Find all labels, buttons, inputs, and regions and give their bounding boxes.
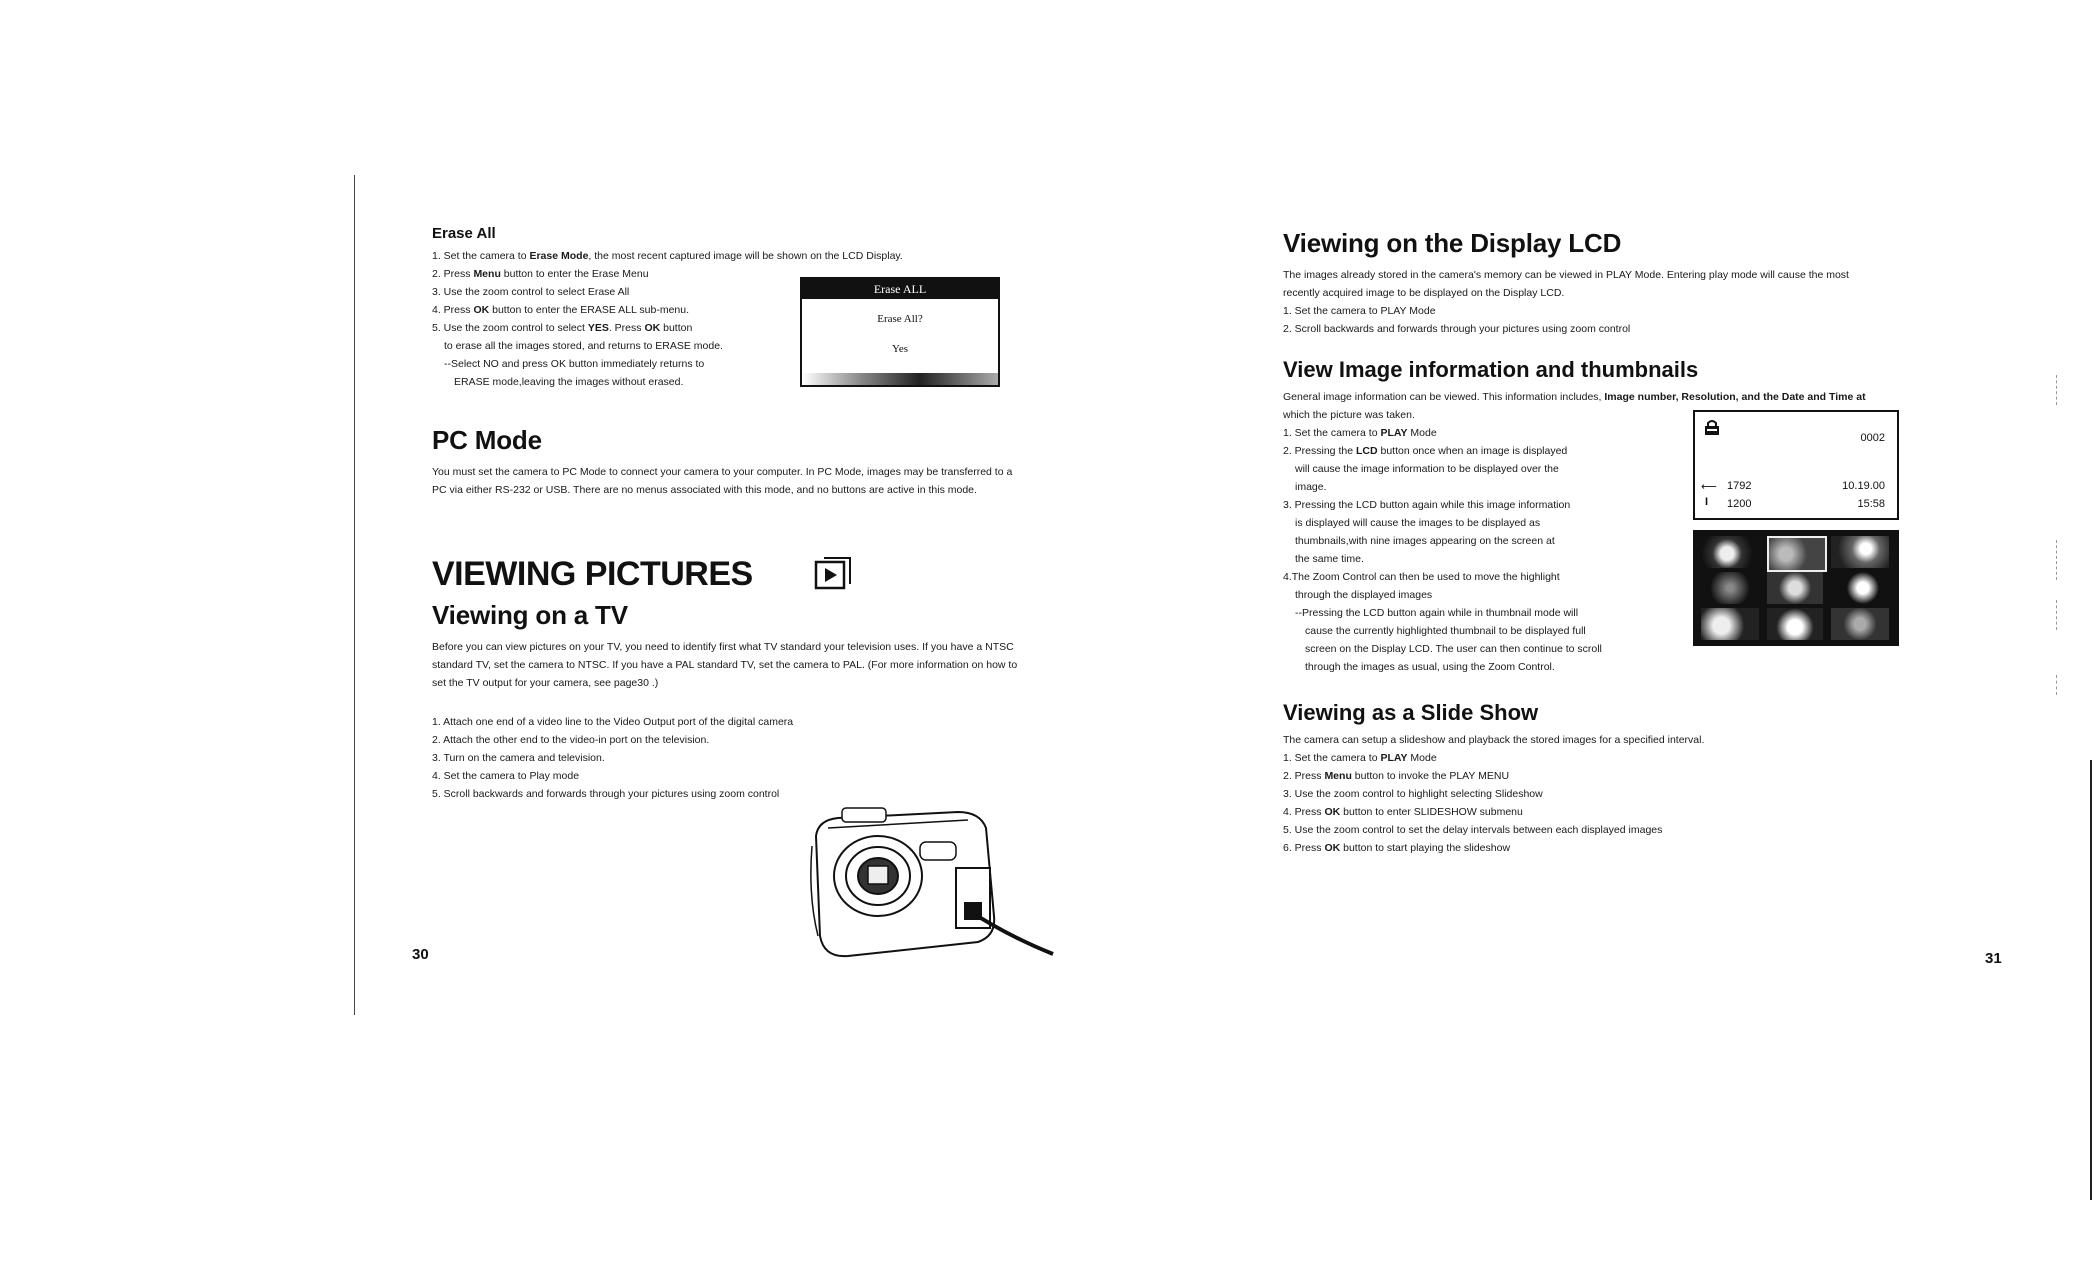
lcd-highlight-bar bbox=[802, 373, 998, 385]
info-step-3-cont-2: thumbnails,with nine images appearing on the screen at bbox=[1295, 535, 1555, 547]
image-info-lcd bbox=[1693, 410, 1899, 520]
thumbnail bbox=[1831, 572, 1889, 604]
tv-para-line-3: set the TV output for your camera, see page30 .) bbox=[432, 677, 659, 689]
pc-mode-line-2: PC via either RS-232 or USB. There are no menus associated with this mode, and no buttons are active in this mode. bbox=[432, 484, 977, 496]
image-width: 1792 bbox=[1727, 480, 1752, 492]
slide-step-4: 4. Press OK button to enter SLIDESHOW submenu bbox=[1283, 806, 1523, 818]
thumbnail-highlighted bbox=[1767, 536, 1827, 572]
erase-step-4: 4. Press OK button to enter the ERASE ALL sub-menu. bbox=[432, 304, 690, 316]
info-step-4-note-2: cause the currently highlighted thumbnail to be displayed full bbox=[1305, 625, 1586, 637]
erase-select-no-note: --Select NO and press OK button immediately returns to bbox=[444, 358, 705, 370]
slide-show-heading: Viewing as a Slide Show bbox=[1283, 700, 1539, 725]
page-number-31: 31 bbox=[1985, 950, 2002, 967]
tv-step-5: 5. Scroll backwards and forwards through your pictures using zoom control bbox=[432, 788, 780, 800]
thumbnail bbox=[1701, 572, 1759, 604]
thumbnail bbox=[1767, 608, 1823, 640]
erase-all-lcd-screen bbox=[800, 277, 1000, 387]
erase-step-5-cont: to erase all the images stored, and returns to ERASE mode. bbox=[444, 340, 723, 352]
info-step-4-note-1: --Pressing the LCD button again while in thumbnail mode will bbox=[1295, 607, 1579, 619]
page-31 bbox=[1050, 0, 2100, 1274]
lcd-para-line-2: recently acquired image to be displayed on the Display LCD. bbox=[1283, 287, 1565, 299]
width-arrow-icon: ⟵ bbox=[1701, 481, 1717, 493]
viewing-pictures-heading: VIEWING PICTURES bbox=[432, 555, 753, 593]
info-step-2-cont-1: will cause the image information to be displayed over the bbox=[1295, 463, 1559, 475]
thumbnail bbox=[1831, 536, 1889, 568]
protect-lock-icon bbox=[1703, 418, 1721, 436]
image-info-heading: View Image information and thumbnails bbox=[1283, 357, 1699, 382]
lcd-question: Erase All? bbox=[877, 313, 923, 325]
info-step-3: 3. Pressing the LCD button again while this image information bbox=[1283, 499, 1571, 511]
image-time: 15:58 bbox=[1857, 498, 1885, 510]
camera-illustration bbox=[808, 806, 1060, 978]
tv-step-2: 2. Attach the other end to the video-in port on the television. bbox=[432, 734, 710, 746]
info-step-3-cont-3: the same time. bbox=[1295, 553, 1364, 565]
lcd-menu-title: Erase ALL bbox=[802, 279, 998, 299]
pc-mode-heading: PC Mode bbox=[432, 425, 542, 455]
tv-step-4: 4. Set the camera to Play mode bbox=[432, 770, 580, 782]
slide-step-3: 3. Use the zoom control to highlight selecting Slideshow bbox=[1283, 788, 1543, 800]
image-info-line-2: which the picture was taken. bbox=[1283, 409, 1415, 421]
info-step-2-cont-2: image. bbox=[1295, 481, 1327, 493]
display-lcd-heading: Viewing on the Display LCD bbox=[1283, 228, 1622, 258]
erase-step-5: 5. Use the zoom control to select YES. Press OK button bbox=[432, 322, 693, 334]
info-step-4-note-3: screen on the Display LCD. The user can then continue to scroll bbox=[1305, 643, 1602, 655]
slide-step-5: 5. Use the zoom control to set the delay intervals between each displayed images bbox=[1283, 824, 1663, 836]
lcd-step-1: 1. Set the camera to PLAY Mode bbox=[1283, 305, 1436, 317]
info-step-4-note-4: through the images as usual, using the Zoom Control. bbox=[1305, 661, 1555, 673]
erase-step-2: 2. Press Menu button to enter the Erase Menu bbox=[432, 268, 649, 280]
erase-all-heading: Erase All bbox=[432, 225, 496, 242]
info-step-4-cont-1: through the displayed images bbox=[1295, 589, 1433, 601]
height-bar-icon: I bbox=[1705, 496, 1709, 508]
display-lcd-text bbox=[1283, 266, 2043, 338]
tv-step-3: 3. Turn on the camera and television. bbox=[432, 752, 605, 764]
image-info-steps bbox=[1283, 424, 1683, 676]
pc-mode-line-1: You must set the camera to PC Mode to connect your camera to your computer. In PC Mode, images may be transferred to a bbox=[432, 466, 1013, 478]
slide-show-intro: The camera can setup a slideshow and playback the stored images for a specified interval. bbox=[1283, 734, 1705, 746]
erase-step-3: 3. Use the zoom control to select Erase All bbox=[432, 286, 630, 298]
thumbnail bbox=[1767, 572, 1823, 604]
tv-step-1: 1. Attach one end of a video line to the Video Output port of the digital camera bbox=[432, 716, 794, 728]
image-date: 10.19.00 bbox=[1842, 480, 1885, 492]
slide-step-6: 6. Press OK button to start playing the slideshow bbox=[1283, 842, 1511, 854]
thumbnail bbox=[1701, 608, 1759, 640]
image-info-intro bbox=[1283, 388, 2083, 424]
info-step-4: 4.The Zoom Control can then be used to move the highlight bbox=[1283, 571, 1560, 583]
slide-show-text bbox=[1283, 731, 2043, 857]
image-height: 1200 bbox=[1727, 498, 1752, 510]
play-icon bbox=[814, 552, 856, 592]
viewing-tv-heading: Viewing on a TV bbox=[432, 600, 628, 630]
info-step-1: 1. Set the camera to PLAY Mode bbox=[1283, 427, 1437, 439]
lcd-step-2: 2. Scroll backwards and forwards through your pictures using zoom control bbox=[1283, 323, 1631, 335]
pc-mode-text bbox=[432, 463, 1072, 499]
thumbnail bbox=[1831, 608, 1889, 640]
slide-step-1: 1. Set the camera to PLAY Mode bbox=[1283, 752, 1437, 764]
info-step-3-cont-1: is displayed will cause the images to be displayed as bbox=[1295, 517, 1541, 529]
tv-para-line-2: standard TV, set the camera to NTSC. If you have a PAL standard TV, set the camera to PAL. (For more information on how to bbox=[432, 659, 1018, 671]
page-number-30: 30 bbox=[412, 946, 429, 963]
thumbnail bbox=[1701, 536, 1759, 568]
info-step-2: 2. Pressing the LCD button once when an image is displayed bbox=[1283, 445, 1568, 457]
slide-step-2: 2. Press Menu button to invoke the PLAY MENU bbox=[1283, 770, 1510, 782]
lcd-yes-option: Yes bbox=[891, 343, 908, 355]
image-info-line-1: General image information can be viewed. This information includes, Image number, Resolution, and the Date and Time at bbox=[1283, 391, 1866, 403]
erase-step-1: 1. Set the camera to Erase Mode, the most recent captured image will be shown on the LCD Display. bbox=[432, 250, 903, 262]
viewing-tv-steps bbox=[432, 713, 1072, 803]
thumbnail-grid bbox=[1693, 530, 1899, 646]
image-number: 0002 bbox=[1860, 432, 1885, 444]
viewing-tv-paragraph bbox=[432, 638, 1072, 692]
erase-select-no-note-cont: ERASE mode,leaving the images without erased. bbox=[454, 376, 684, 388]
tv-para-line-1: Before you can view pictures on your TV, you need to identify first what TV standard your television uses. If you have a NTSC bbox=[432, 641, 1014, 653]
lcd-para-line-1: The images already stored in the camera's memory can be viewed in PLAY Mode. Entering play mode will cause the most bbox=[1283, 269, 1849, 281]
